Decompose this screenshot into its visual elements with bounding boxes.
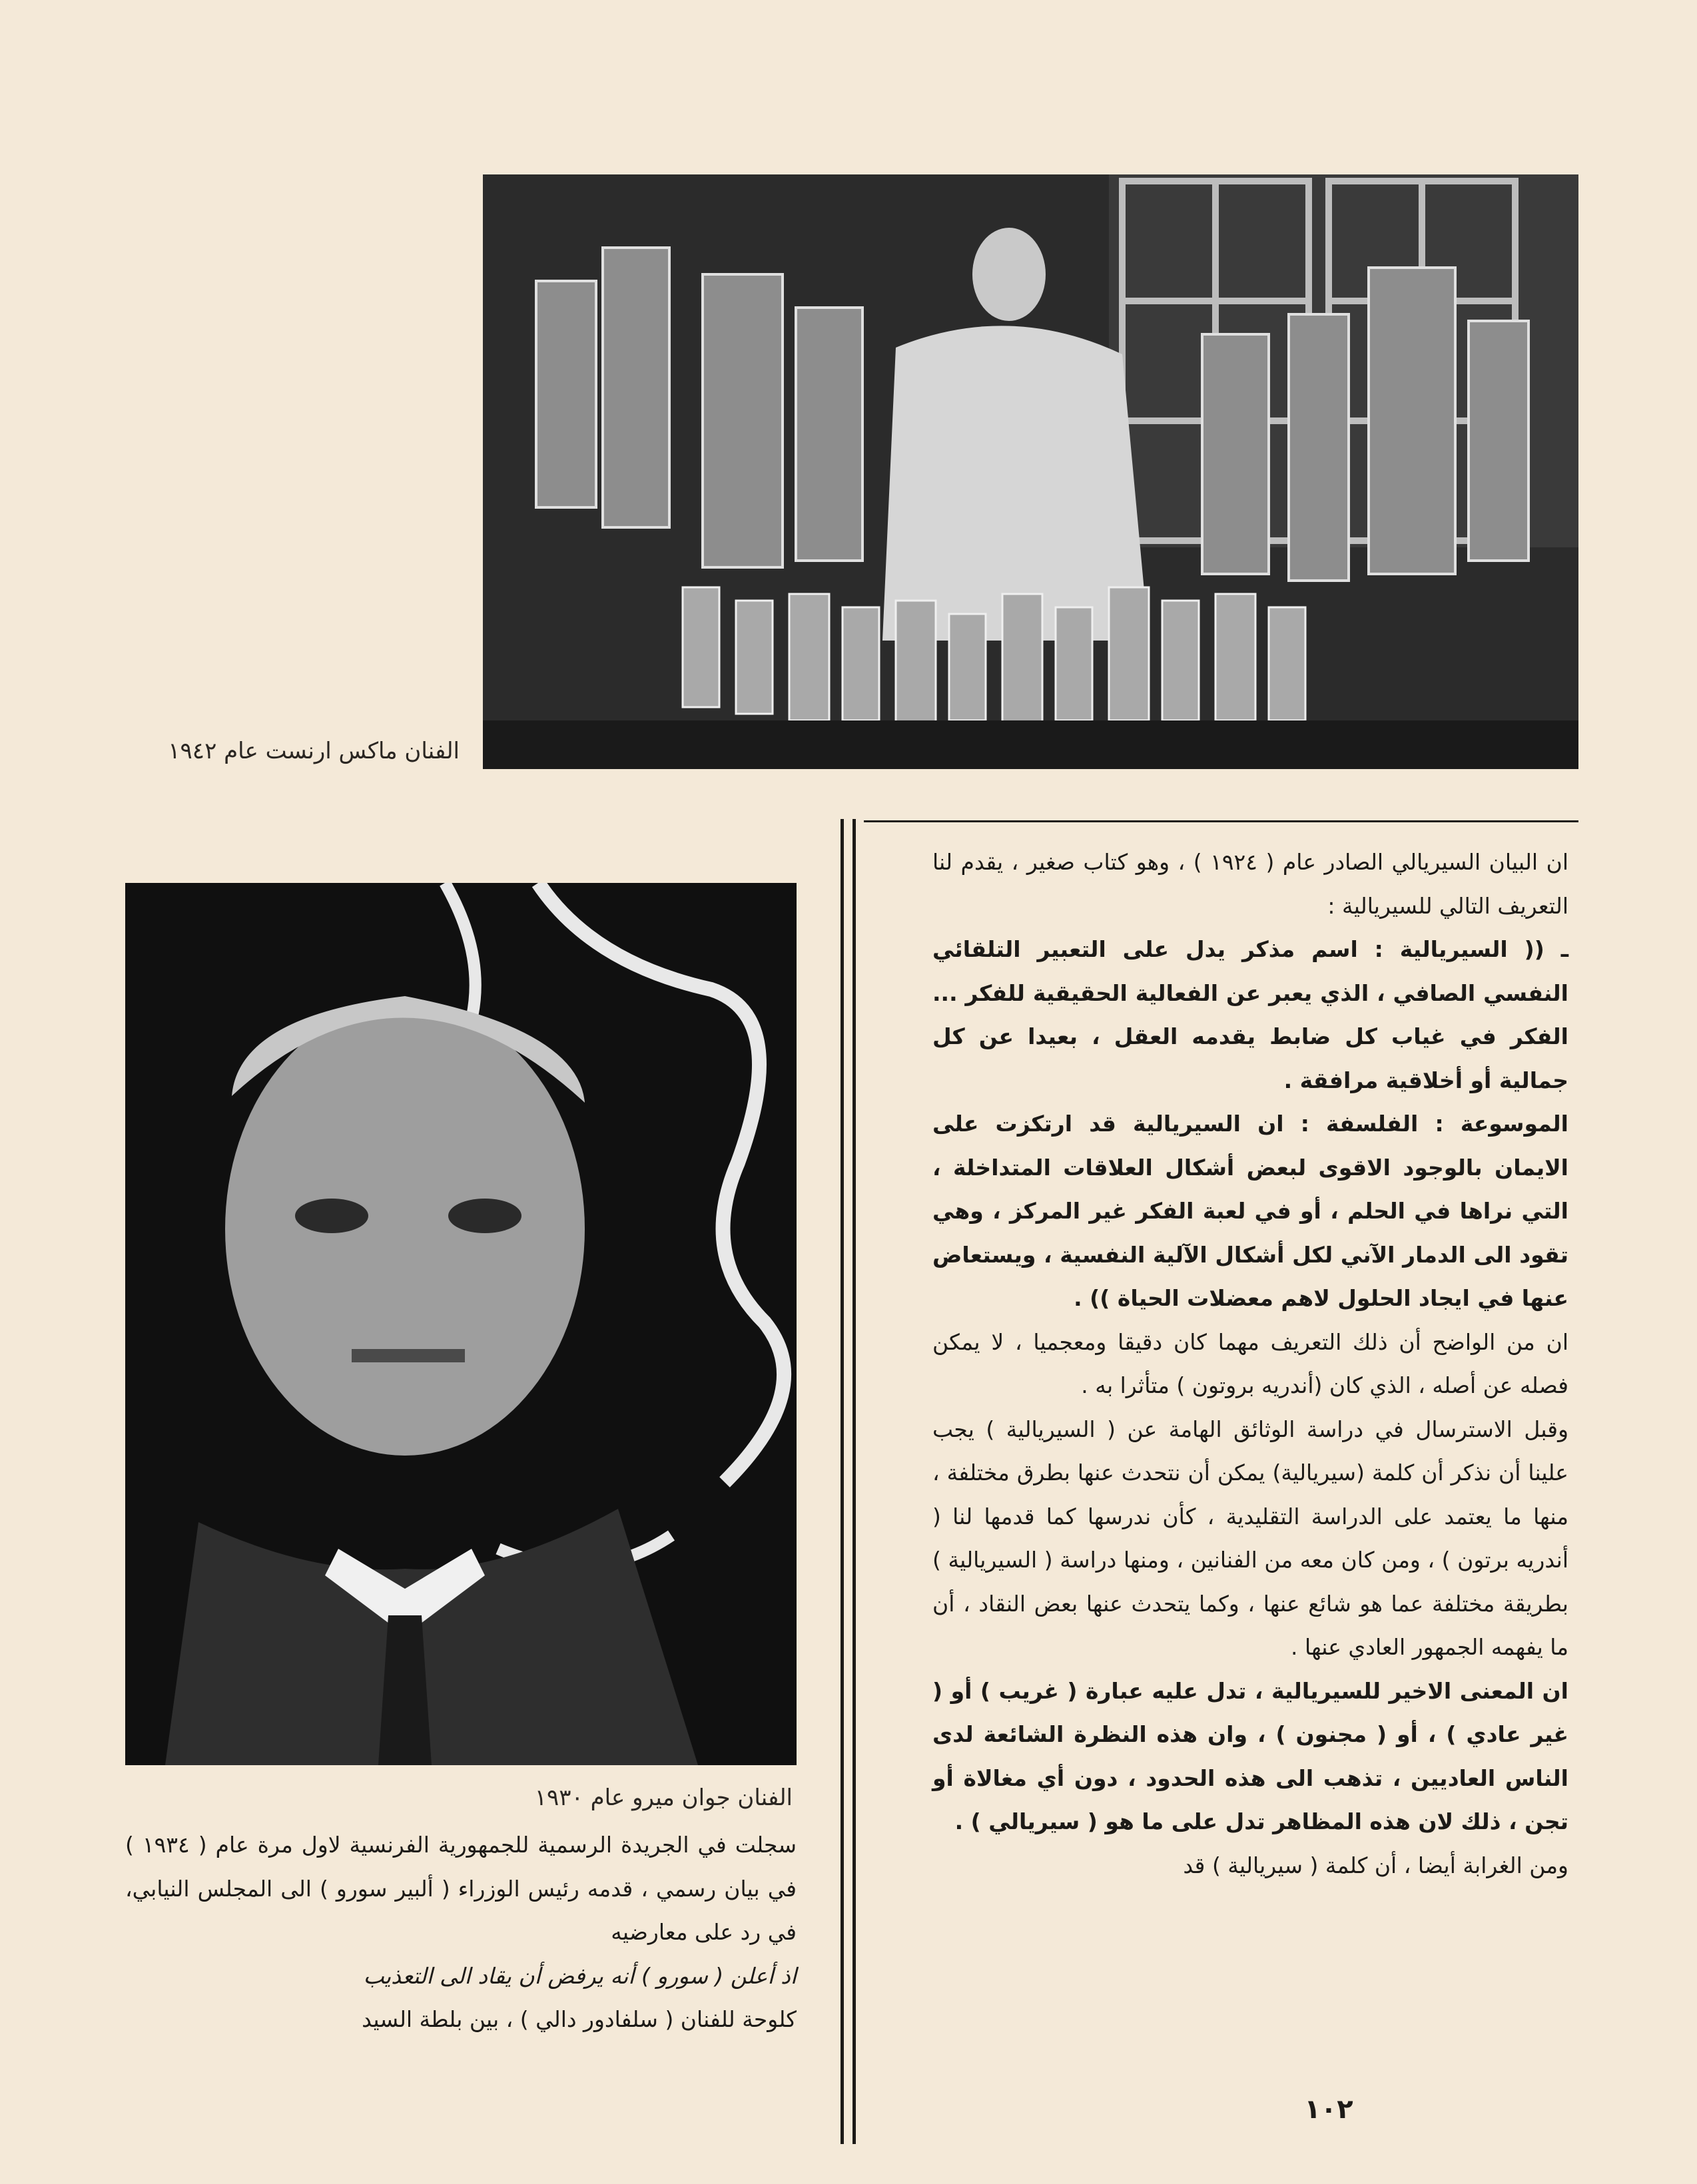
column-divider-left [841,819,844,2144]
portrait-photo-caption: الفنان جوان ميرو عام ١٩٣٠ [534,1784,793,1811]
paragraph: ومن الغرابة أيضا ، أن كلمة ( سيريالية ) قد [1183,1852,1568,1878]
kachina-dolls-photo-image [483,174,1578,769]
paragraph: ـ (( السيريالية : اسم مذكر يدل على التعبير التلقائي النفسي الصافي ، الذي يعبر عن الفعالية الحقيقية للفكر ... الفكر في غياب كل ضابط يقدمه العقل ، بعيدا عن كل جمالية أو أخلاقية مرافقة . [932,936,1568,1093]
top-photo-caption: الفنان ماكس ارنست عام ١٩٤٢ [168,738,460,764]
paragraph: ان المعنى الاخير للسيريالية ، تدل عليه عبارة ( غريب ) أو ( غير عادي ) ، أو ( مجنون ) ، وان هذه النظرة الشائعة لدى الناس العاديين ، تذهب الى هذه الحدود ، دون أي مغالاة أو تجن ، ذلك لان هذه المظاهر تدل على ما هو ( سيريالي ) . [932,1677,1568,1834]
paragraph: كلوحة للفنان ( سلفادور دالي ) ، بين بلطة السيد [362,2006,797,2032]
paragraph: ان من الواضح أن ذلك التعريف مهما كان دقيقا ومعجميا ، لا يمكن فصله عن أصله ، الذي كان (أندريه بروتون ) متأثرا به . [932,1328,1568,1398]
page-number: ١٠٢ [1304,2094,1353,2125]
column-top-rule [864,820,1578,822]
paragraph: ان البيان السيريالي الصادر عام ( ١٩٢٤ ) ، وهو كتاب صغير ، يقدم لنا التعريف التالي للسيريالية : [932,849,1568,919]
top-photo [483,174,1578,769]
portrait-photo [125,883,797,1765]
right-text-column [932,840,1568,1887]
paragraph: وقبل الاسترسال في دراسة الوثائق الهامة عن ( السيريالية ) يجب علينا أن نذكر أن كلمة (سيريالية) يمكن أن نتحدث عنها بطرق مختلفة ، منها ما يعتمد على الدراسة التقليدية ، كأن ندرسها كما قدمها لنا ( أندريه برتون ) ، ومن كان معه من الفنانين ، ومنها دراسة ( السيريالية ) بطريقة مختلفة عما هو شائع عنها ، وكما يتحدث عنها بعض النقاد ، أن ما يفهمه الجمهور العادي عنها . [932,1416,1568,1660]
paragraph: اذ أعلن ( سورو ) أنه يرفض أن يقاد الى التعذيب [363,1962,797,1989]
left-text-column [125,1823,797,2042]
column-divider-right [852,819,856,2144]
portrait-photo-image [125,883,797,1765]
paragraph: سجلت في الجريدة الرسمية للجمهورية الفرنسية لاول مرة عام ( ١٩٣٤ ) في بيان رسمي ، قدمه رئيس الوزراء ( ألبير سورو ) الى المجلس النيابي، في رد على معارضيه [125,1832,797,1945]
paragraph: الموسوعة : الفلسفة : ان السيريالية قد ارتكزت على الايمان بالوجود الاقوى لبعض أشكال العلاقات المتداخلة ، التي نراها في الحلم ، أو في لعبة الفكر غير المركز ، وهي تقود الى الدمار الآني لكل أشكال الآلية النفسية ، ويستعاض عنها في ايجاد الحلول لاهم معضلات الحياة )) . [932,1111,1568,1311]
